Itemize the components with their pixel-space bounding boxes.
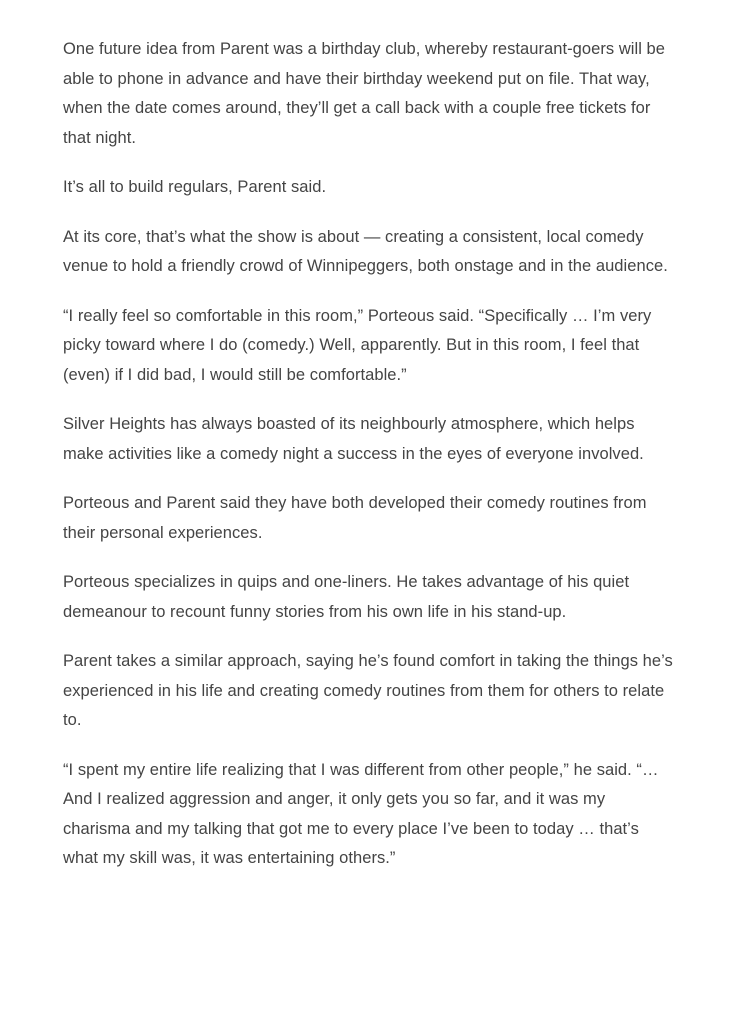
article-body <box>63 35 675 894</box>
paragraph-silver-heights: Silver Heights has always boasted of its neighbourly atmosphere, which helps make activities like a comedy night a success in the eyes of everyone involved. <box>63 415 644 463</box>
paragraph-porteous-style: Porteous specializes in quips and one-liners. He takes advantage of his quiet demeanour to recount funny stories from his own life in his stand-up. <box>63 573 630 621</box>
paragraph-show-core: At its core, that’s what the show is about — creating a consistent, local comedy venue to hold a friendly crowd of Winnipeggers, both onstage and in the audience. <box>63 227 668 275</box>
paragraph-porteous-quote: “I really feel so comfortable in this room,” Porteous said. “Specifically … I’m very picky toward where I do (comedy.) Well, apparently. But in this room, I feel that (even) if I did bad, I would still be comfortable.” <box>63 306 652 384</box>
paragraph-comedy-routines: Porteous and Parent said they have both developed their comedy routines from their personal experiences. <box>63 494 647 542</box>
paragraph-parent-approach: Parent takes a similar approach, saying he’s found comfort in taking the things he’s experienced in his life and creating comedy routines from them for others to relate to. <box>63 652 673 729</box>
paragraph-parent-quote: “I spent my entire life realizing that I was different from other people,” he said. “…And I realized aggression and anger, it only gets you so far, and it was my charisma and my talking that got me to every place I’ve been to today … that’s what my skill was, it was entertaining others.” <box>63 760 659 867</box>
paragraph-birthday-club: One future idea from Parent was a birthday club, whereby restaurant-goers will be able to phone in advance and have their birthday weekend put on file. That way, when the date comes around, they’ll get a call back with a couple free tickets for that night. <box>63 40 666 147</box>
paragraph-build-regulars: It’s all to build regulars, Parent said. <box>63 178 327 196</box>
